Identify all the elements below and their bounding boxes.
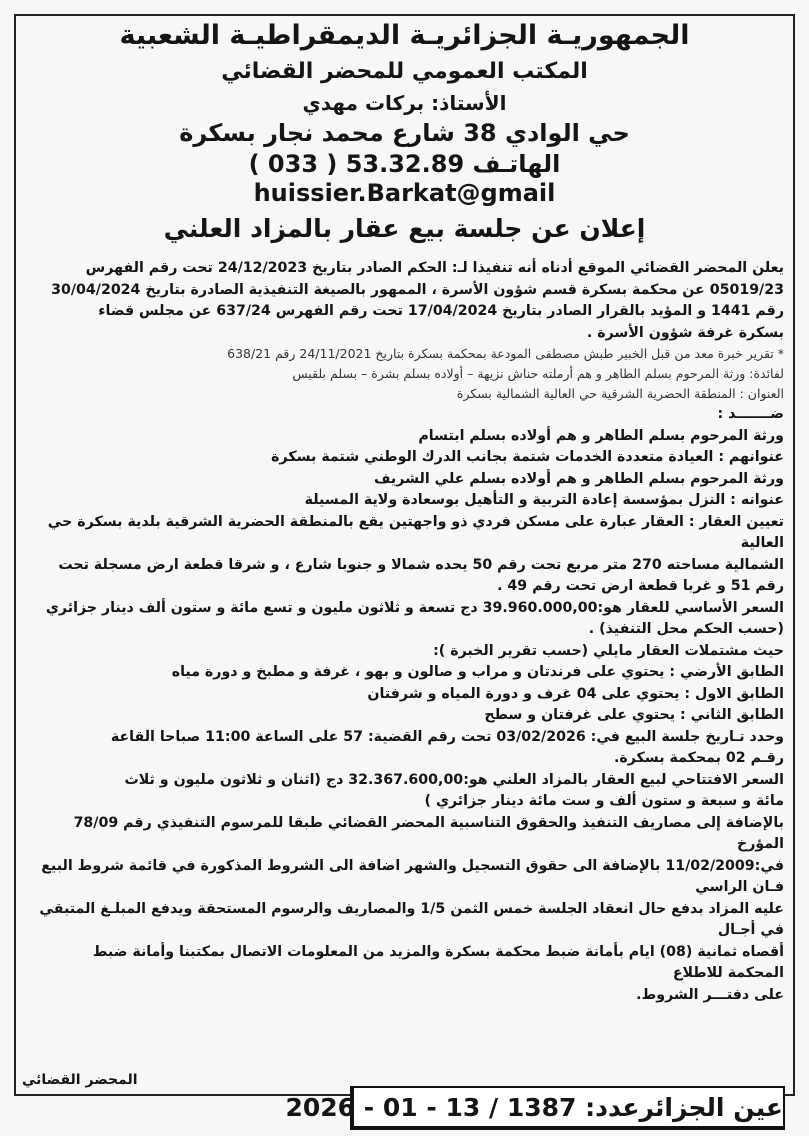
announcement-title: إعلان عن جلسة بيع عقار بالمزاد العلني [163,214,646,243]
deadline-line: على دفتـــر الشروط. [636,986,784,1003]
announcement-body [22,258,784,1093]
signature-label: المحضر القضائي [22,1072,138,1088]
property-line: الشمالية مساحته 270 متر مربع تحت رقم 50 يحده شمالا و جنوبا شارع ، و شرقا قطعة ارض مسجلة تحت [58,556,784,573]
session-line: وحدد تـاريخ جلسة البيع في: 03/02/2026 تحت رقم القضية: 57 على الساعة 11:00 صباحا القاعة [110,728,784,745]
defendant-heirs-2: ورثة المرحوم بسلم الطاهر و هم أولاده بسلم علي الشريف [374,470,784,487]
property-line: تعيين العقار : العقار عبارة على مسكن فردي ذو واجهتين يقع بالمنطقة الحضرية الشرقية بلدية بسكرة حي العالية [47,513,784,551]
deadline-line: أقصاه ثمانية (08) ايام بأمانة ضبط محكمة بسكرة والمزيد من المعلومات الاتصال بمكتبنا وأمانة ضبط [92,943,784,960]
floor-ground: الطابق الأرضي : يحتوي على فرندتان و مراب و صالون و بهو ، غرفة و مطبخ و دورة مياه [171,664,784,680]
body-line: رقم 1441 و المؤيد بالقرار الصادر بتاريخ 17/04/2024 تحت رقم الفهرس 637/24 عن مجلس قضاء [98,303,784,319]
office-heading: المكتب العمومي للمحضر القضائي [221,59,588,84]
base-price-line: السعر الأساسي للعقار هو:39.960.000,00 دج تسعة و ثلاثون مليون و تسع مائة و ستون ألف دينار جزائري [45,599,784,616]
fees-line: بالإضافة إلى مصاريف التنفيذ والحقوق التناسبية المحضر القضائي طبقا للمرسوم التنفيذي رقم 78/09 [73,814,784,831]
contents-intro: حيث مشتملات العقار مايلي (حسب تقرير الخبرة ): [433,642,784,659]
publication-footer: عين الجزائرعدد: 1387 / 13 - 01 - 2026 [350,1086,785,1130]
property-line: رقم 51 و غربا قطعة ارض تحت رقم 49 . [497,578,784,594]
floor-second: الطابق الثاني : يحتوي على غرفتان و سطح [484,707,784,723]
deadline-line: المحكمة للاطلاع [672,965,784,981]
session-line: رقـم 02 بمحكمة بسكرة. [613,750,784,766]
body-line: بسكرة غرفة شؤون الأسرة . [586,324,784,341]
expertise-report: * تقرير خبرة معد من قبل الخبير طبش مصطفى المودعة بمحكمة بسكرة بتاريخ 24/11/2021 رقم 638/21 [227,346,784,361]
floor-first: الطابق الاول : يحتوي على 04 غرف و دورة المياه و شرفتان [367,685,784,702]
body-line: 05019/23 عن محكمة بسكرة قسم شؤون الأسرة ، الممهور بالصيغة التنفيذية الصادرة بتاريخ 30/04/2024 [51,281,784,298]
office-email: huissier.Barkat@gmail [253,179,556,207]
conditions-line: في:11/02/2009 بالإضافة الى حقوق التسجيل والشهر اضافة الى الشروط المذكورة في قائمة شروط البيع [41,857,784,874]
opening-price-line: السعر الافتتاحي لبيع العقار بالمزاد العلني هو:32.367.600,00 دج (اثنان و ثلاثون مليون و ثلاث [124,771,784,788]
base-price-line: (حسب الحكم محل التنفيذ) . [588,621,784,637]
payment-line: في أجـال [717,922,784,938]
fees-line: المؤرخ [737,836,784,852]
payment-line: عليه المزاد بدفع حال انعقاد الجلسة خمس الثمن 1/5 والمصاريف والرسوم المستحقة ويدفع المبلـغ المتبقي [39,900,784,917]
office-phone: الهاتـف 53.32.89 ( 033 ) [248,150,561,178]
defendant-address-2: عنوانه : النزل بمؤسسة إعادة التربية و التأهيل بوسعادة ولاية المسيلة [304,492,784,508]
conditions-line: فـان الراسي [695,879,784,895]
defendant-address-1: عنوانهم : العيادة متعددة الخدمات شتمة بجانب الدرك الوطني شتمة بسكرة [271,449,784,465]
plaintiff: لفائدة: ورثة المرحوم بسلم الطاهر و هم أرملته حناش نزيهة – أولاده بسلم بشرة – بسلم بلقيس [292,366,784,381]
body-line: يعلن المحضر القضائي الموقع أدناه أنه تنفيذا لـ: الحكم الصادر بتاريخ 24/12/2023 تحت رقم الفهرس [85,260,784,276]
office-address: حي الوادي 38 شارع محمد نجار بسكرة [179,119,630,147]
against-label: ضـــــــد : [717,406,784,422]
opening-price-line: مائة و سبعة و ستون ألف و ست مائة دينار جزائري ) [424,793,784,809]
bailiff-name: الأستاذ: بركات مهدي [302,91,507,115]
defendant-heirs-1: ورثة المرحوم بسلم الطاهر و هم أولاده بسلم ابتسام [418,427,784,444]
republic-heading: الجمهوريـة الجزائريـة الديمقراطيـة الشعبية [119,20,690,51]
plaintiff-address: العنوان : المنطقة الحضرية الشرقية حي العالية الشمالية بسكرة [456,386,784,401]
